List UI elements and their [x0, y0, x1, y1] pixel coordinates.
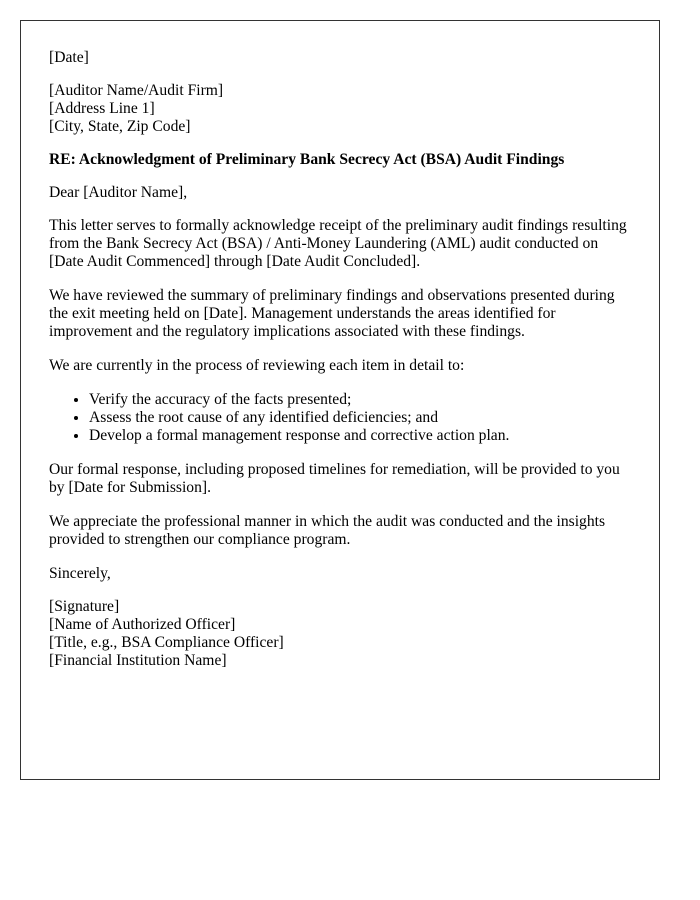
body-paragraph-3: We are currently in the process of reviewing each item in detail to: [49, 357, 465, 374]
list-item: • Develop a formal management response and corrective action plan. [89, 427, 631, 445]
recipient-name: [Auditor Name/Audit Firm] [49, 82, 224, 99]
recipient-address-line-1: [Address Line 1] [49, 100, 155, 117]
institution-name: [Financial Institution Name] [49, 652, 227, 669]
date-text: [Date] [49, 49, 89, 66]
officer-title: [Title, e.g., BSA Compliance Officer] [49, 634, 284, 651]
closing-paragraph-1: Our formal response, including proposed timelines for remediation, will be provided to you by [Date for Submission]. [49, 461, 620, 496]
sign-off: Sincerely, [49, 565, 111, 582]
salutation: Dear [Auditor Name], [49, 184, 188, 201]
signature-placeholder: [Signature] [49, 598, 120, 615]
letter-page [20, 20, 660, 780]
body-paragraph-1: This letter serves to formally acknowledge receipt of the preliminary audit findings resulting from the Bank Secrecy Act (BSA) / Anti-Money Laundering (AML) audit conducted on [Date Audit Commenced] through [Date Audit Concluded]. [49, 217, 627, 270]
list-item: • Verify the accuracy of the facts presented; [89, 391, 631, 409]
review-items-list [49, 391, 631, 445]
signature-block [49, 598, 631, 670]
recipient-address [49, 82, 631, 136]
closing-paragraph-2: We appreciate the professional manner in which the audit was conducted and the insights provided to strengthen our compliance program. [49, 513, 606, 548]
body-paragraph-2: We have reviewed the summary of preliminary findings and observations presented during the exit meeting held on [Date]. Management understands the areas identified for improvement and the regulatory implications associated with these findings. [49, 287, 615, 340]
officer-name: [Name of Authorized Officer] [49, 616, 236, 633]
list-item: • Assess the root cause of any identified deficiencies; and [89, 409, 631, 427]
subject-line: RE: Acknowledgment of Preliminary Bank Secrecy Act (BSA) Audit Findings [49, 151, 565, 168]
recipient-city-state-zip: [City, State, Zip Code] [49, 118, 191, 135]
letter-date [49, 49, 631, 67]
